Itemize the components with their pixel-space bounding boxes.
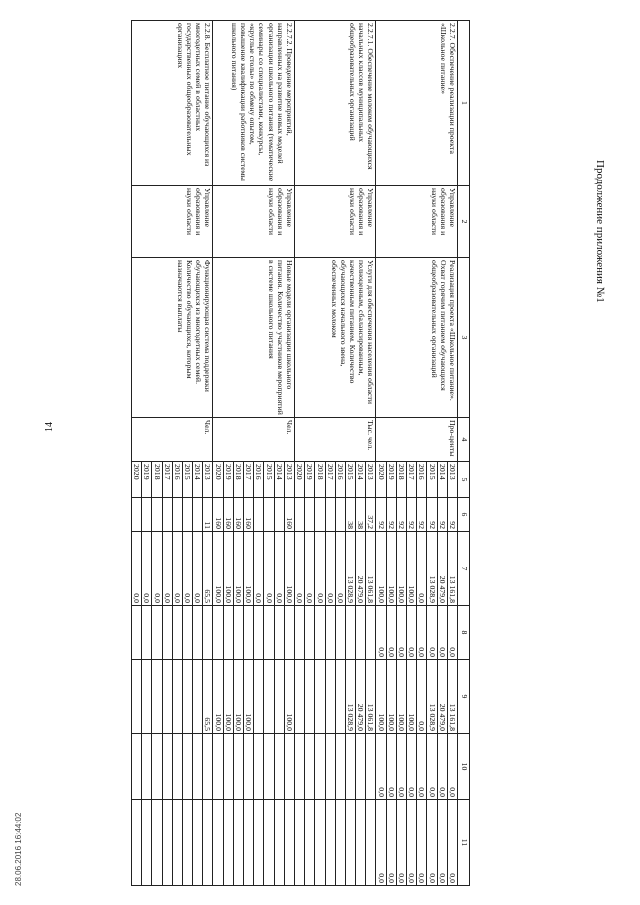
year-cell: 2013 <box>447 462 457 498</box>
value-cell <box>335 498 345 532</box>
value-cell: 0,0 <box>386 734 396 800</box>
value-cell: 0,0 <box>376 606 386 660</box>
value-cell: 0,0 <box>264 532 274 606</box>
value-cell <box>254 498 264 532</box>
value-cell <box>335 660 345 734</box>
value-cell <box>264 498 274 532</box>
value-cell <box>244 800 254 886</box>
value-cell: 20 479,0 <box>437 660 447 734</box>
value-cell <box>274 734 284 800</box>
value-cell <box>295 660 305 734</box>
col-header: 7 <box>458 532 470 606</box>
value-cell <box>182 498 192 532</box>
value-cell <box>162 498 172 532</box>
value-cell <box>172 660 182 734</box>
year-cell: 2016 <box>172 462 182 498</box>
value-cell: 100,0 <box>407 660 417 734</box>
value-cell <box>172 800 182 886</box>
year-cell: 2015 <box>264 462 274 498</box>
value-cell: 160 <box>223 498 233 532</box>
value-cell <box>305 660 315 734</box>
value-cell <box>213 800 223 886</box>
year-cell: 2019 <box>305 462 315 498</box>
value-cell: 0,0 <box>315 532 325 606</box>
value-cell: 0,0 <box>417 800 427 886</box>
year-cell: 2015 <box>182 462 192 498</box>
page-number: 14 <box>44 422 55 432</box>
block-c1-cell: 2.2.7.1. Обеспечение молоком обучающихся начальных классов муниципальных общеобразовательных организаций <box>295 21 377 186</box>
value-cell <box>223 800 233 886</box>
value-cell <box>233 734 243 800</box>
col-header: 1 <box>458 21 470 186</box>
value-cell: 0,0 <box>376 800 386 886</box>
value-cell: 160 <box>244 498 254 532</box>
value-cell: 0,0 <box>325 532 335 606</box>
value-cell: 13 061,8 <box>366 660 376 734</box>
block-c3-cell: Функционирующая система поддержки обучающихся из многодетных семей. Количество обучающихся, которым назначаются выплаты <box>132 258 214 418</box>
year-cell: 2014 <box>274 462 284 498</box>
value-cell <box>233 800 243 886</box>
col-header: 9 <box>458 660 470 734</box>
value-cell <box>142 498 152 532</box>
value-cell <box>284 606 294 660</box>
year-cell: 2017 <box>325 462 335 498</box>
value-cell: 0,0 <box>417 660 427 734</box>
value-cell: 13 028,9 <box>345 660 355 734</box>
value-cell: 0,0 <box>254 532 264 606</box>
value-cell <box>203 734 213 800</box>
table-row <box>284 21 294 886</box>
year-cell: 2015 <box>345 462 355 498</box>
value-cell: 0,0 <box>407 606 417 660</box>
value-cell: 0,0 <box>274 532 284 606</box>
block-c4-cell: Про-центы <box>376 418 458 462</box>
value-cell <box>132 498 142 532</box>
year-cell: 2014 <box>193 462 203 498</box>
value-cell <box>356 606 366 660</box>
value-cell <box>264 800 274 886</box>
value-cell: 0,0 <box>417 532 427 606</box>
year-cell: 2014 <box>356 462 366 498</box>
value-cell: 0,0 <box>172 532 182 606</box>
value-cell <box>274 606 284 660</box>
value-cell <box>132 606 142 660</box>
value-cell <box>366 606 376 660</box>
value-cell <box>335 800 345 886</box>
value-cell: 0,0 <box>437 734 447 800</box>
col-header: 11 <box>458 800 470 886</box>
value-cell: 92 <box>396 498 406 532</box>
value-cell <box>203 606 213 660</box>
year-cell: 2018 <box>233 462 243 498</box>
value-cell <box>315 800 325 886</box>
value-cell <box>325 734 335 800</box>
year-cell: 2016 <box>417 462 427 498</box>
value-cell <box>325 606 335 660</box>
value-cell: 13 028,9 <box>427 660 437 734</box>
value-cell <box>345 606 355 660</box>
value-cell <box>264 606 274 660</box>
value-cell: 100,0 <box>376 532 386 606</box>
col-header: 10 <box>458 734 470 800</box>
value-cell: 100,0 <box>223 532 233 606</box>
value-cell <box>213 734 223 800</box>
value-cell: 0,0 <box>305 532 315 606</box>
value-cell: 0,0 <box>335 532 345 606</box>
value-cell: 20 479,0 <box>356 660 366 734</box>
value-cell: 100,0 <box>244 660 254 734</box>
value-cell: 38 <box>345 498 355 532</box>
value-cell: 100,0 <box>284 660 294 734</box>
value-cell: 92 <box>447 498 457 532</box>
block-c2-cell: Управление образования и науки области <box>376 186 458 258</box>
col-header: 3 <box>458 258 470 418</box>
value-cell <box>172 606 182 660</box>
value-cell: 100,0 <box>386 532 396 606</box>
col-header: 6 <box>458 498 470 532</box>
year-cell: 2013 <box>366 462 376 498</box>
year-cell: 2017 <box>407 462 417 498</box>
value-cell <box>284 734 294 800</box>
value-cell: 92 <box>407 498 417 532</box>
value-cell <box>193 734 203 800</box>
value-cell <box>132 734 142 800</box>
value-cell: 0,0 <box>427 800 437 886</box>
year-cell: 2014 <box>437 462 447 498</box>
value-cell <box>295 800 305 886</box>
block-c1-cell: 2.2.8. Бесплатное питание обучающихся из многодетных семей в областных государственных общеобразовательных организациях <box>132 21 214 186</box>
value-cell <box>315 660 325 734</box>
value-cell <box>162 734 172 800</box>
value-cell <box>142 660 152 734</box>
year-cell: 2020 <box>295 462 305 498</box>
value-cell: 0,0 <box>447 734 457 800</box>
value-cell: 92 <box>437 498 447 532</box>
value-cell <box>274 800 284 886</box>
block-c1-cell: 2.2.7. Обеспечение реализации проекта «Школьное питание» <box>376 21 458 186</box>
value-cell <box>254 606 264 660</box>
value-cell: 100,0 <box>376 660 386 734</box>
value-cell <box>152 734 162 800</box>
block-c2-cell: Управление образования и науки области <box>213 186 295 258</box>
value-cell: 100,0 <box>213 660 223 734</box>
block-c4-cell: Тыс. чел. <box>295 418 377 462</box>
year-cell: 2017 <box>244 462 254 498</box>
value-cell <box>152 800 162 886</box>
value-cell: 100,0 <box>233 532 243 606</box>
value-cell <box>244 606 254 660</box>
value-cell: 0,0 <box>396 606 406 660</box>
value-cell <box>264 660 274 734</box>
value-cell <box>142 800 152 886</box>
program-table <box>131 20 470 886</box>
value-cell <box>142 606 152 660</box>
value-cell: 100,0 <box>386 660 396 734</box>
value-cell: 160 <box>284 498 294 532</box>
value-cell: 20 479,0 <box>437 532 447 606</box>
value-cell <box>335 734 345 800</box>
value-cell: 13 028,9 <box>427 532 437 606</box>
value-cell <box>315 606 325 660</box>
year-cell: 2019 <box>142 462 152 498</box>
value-cell: 13 161,8 <box>447 660 457 734</box>
value-cell: 0,0 <box>193 532 203 606</box>
value-cell <box>366 734 376 800</box>
value-cell: 11 <box>203 498 213 532</box>
value-cell <box>193 660 203 734</box>
value-cell: 0,0 <box>295 532 305 606</box>
value-cell: 0,0 <box>132 532 142 606</box>
value-cell: 100,0 <box>396 532 406 606</box>
year-cell: 2020 <box>132 462 142 498</box>
value-cell: 13 028,9 <box>345 532 355 606</box>
value-cell <box>305 734 315 800</box>
year-cell: 2020 <box>376 462 386 498</box>
value-cell: 0,0 <box>407 734 417 800</box>
year-cell: 2017 <box>162 462 172 498</box>
value-cell <box>305 498 315 532</box>
value-cell <box>305 606 315 660</box>
value-cell: 100,0 <box>407 532 417 606</box>
value-cell: 0,0 <box>162 532 172 606</box>
value-cell <box>335 606 345 660</box>
value-cell <box>366 800 376 886</box>
value-cell: 0,0 <box>407 800 417 886</box>
value-cell: 20 479,0 <box>356 532 366 606</box>
year-cell: 2015 <box>427 462 437 498</box>
value-cell <box>315 498 325 532</box>
value-cell: 0,0 <box>396 800 406 886</box>
value-cell <box>345 734 355 800</box>
col-header: 8 <box>458 606 470 660</box>
value-cell <box>172 734 182 800</box>
value-cell <box>274 660 284 734</box>
value-cell: 100,0 <box>213 532 223 606</box>
value-cell: 65,5 <box>203 532 213 606</box>
value-cell: 0,0 <box>142 532 152 606</box>
year-cell: 2020 <box>213 462 223 498</box>
value-cell <box>142 734 152 800</box>
value-cell: 0,0 <box>447 606 457 660</box>
value-cell <box>152 660 162 734</box>
value-cell: 92 <box>376 498 386 532</box>
value-cell <box>233 606 243 660</box>
continuation-title: Продолжение приложения №1 <box>594 160 606 303</box>
value-cell <box>152 606 162 660</box>
value-cell <box>264 734 274 800</box>
block-c4-cell: Чел. <box>213 418 295 462</box>
value-cell <box>223 734 233 800</box>
col-header: 4 <box>458 418 470 462</box>
value-cell: 0,0 <box>376 734 386 800</box>
value-cell <box>254 800 264 886</box>
value-cell <box>162 800 172 886</box>
value-cell: 0,0 <box>182 532 192 606</box>
col-header: 5 <box>458 462 470 498</box>
header-row <box>458 21 470 886</box>
value-cell <box>315 734 325 800</box>
value-cell <box>284 800 294 886</box>
value-cell: 37,2 <box>366 498 376 532</box>
value-cell: 0,0 <box>152 532 162 606</box>
value-cell: 0,0 <box>417 734 427 800</box>
value-cell <box>254 734 264 800</box>
table-row <box>203 21 213 886</box>
value-cell: 0,0 <box>386 606 396 660</box>
value-cell: 0,0 <box>417 606 427 660</box>
value-cell: 100,0 <box>284 532 294 606</box>
value-cell <box>162 660 172 734</box>
value-cell: 92 <box>386 498 396 532</box>
value-cell <box>193 800 203 886</box>
year-cell: 2013 <box>284 462 294 498</box>
value-cell <box>254 660 264 734</box>
value-cell <box>295 606 305 660</box>
value-cell: 92 <box>427 498 437 532</box>
value-cell <box>132 800 142 886</box>
value-cell: 0,0 <box>427 606 437 660</box>
value-cell <box>182 660 192 734</box>
value-cell: 13 161,8 <box>447 532 457 606</box>
value-cell <box>325 800 335 886</box>
value-cell <box>325 498 335 532</box>
value-cell <box>152 498 162 532</box>
block-c3-cell: Новые модели организации школьного питания. Количество участников мероприятий в системе школьного питания <box>213 258 295 418</box>
value-cell <box>356 734 366 800</box>
block-c2-cell: Управление образования и науки области <box>132 186 214 258</box>
value-cell <box>295 498 305 532</box>
value-cell: 0,0 <box>437 800 447 886</box>
value-cell <box>325 660 335 734</box>
value-cell <box>193 498 203 532</box>
value-cell: 0,0 <box>447 800 457 886</box>
block-c2-cell: Управление образования и науки области <box>295 186 377 258</box>
value-cell <box>244 734 254 800</box>
value-cell <box>305 800 315 886</box>
value-cell <box>213 606 223 660</box>
value-cell: 38 <box>356 498 366 532</box>
value-cell: 0,0 <box>396 734 406 800</box>
year-cell: 2018 <box>315 462 325 498</box>
value-cell: 100,0 <box>244 532 254 606</box>
value-cell <box>193 606 203 660</box>
value-cell: 160 <box>233 498 243 532</box>
value-cell: 100,0 <box>396 660 406 734</box>
value-cell <box>274 498 284 532</box>
value-cell <box>295 734 305 800</box>
table-row <box>447 21 457 886</box>
value-cell <box>162 606 172 660</box>
col-header: 2 <box>458 186 470 258</box>
value-cell: 100,0 <box>233 660 243 734</box>
year-cell: 2013 <box>203 462 213 498</box>
value-cell <box>172 498 182 532</box>
table-row <box>366 21 376 886</box>
value-cell: 100,0 <box>223 660 233 734</box>
value-cell: 0,0 <box>427 734 437 800</box>
value-cell <box>345 800 355 886</box>
year-cell: 2016 <box>335 462 345 498</box>
value-cell: 65,5 <box>203 660 213 734</box>
year-cell: 2018 <box>396 462 406 498</box>
block-c3-cell: Услуги для обеспечения населения области полноценным, сбалансированным, качественным питанием. Количество обучающихся начального звена, обеспеченных молоком <box>295 258 377 418</box>
block-c3-cell: Реализация проекта «Школьное питание». Охват горячим питанием обучающихся общеобразовательных организаций <box>376 258 458 418</box>
value-cell <box>356 800 366 886</box>
value-cell <box>182 734 192 800</box>
value-cell: 0,0 <box>386 800 396 886</box>
year-cell: 2019 <box>386 462 396 498</box>
value-cell: 160 <box>213 498 223 532</box>
rotated-table-container <box>60 20 470 885</box>
value-cell: 92 <box>417 498 427 532</box>
value-cell <box>182 800 192 886</box>
value-cell <box>203 800 213 886</box>
year-cell: 2019 <box>223 462 233 498</box>
year-cell: 2016 <box>254 462 264 498</box>
value-cell: 13 061,8 <box>366 532 376 606</box>
value-cell <box>223 606 233 660</box>
block-c1-cell: 2.2.7.2. Проведение мероприятий, направленных на развитие новых моделей организации школьного питания (тематические семинары со специалистами, конкурсы, «круглые столы» по обмену опытом, повышение квалификации работников системы школьного питания) <box>213 21 295 186</box>
year-cell: 2018 <box>152 462 162 498</box>
print-timestamp: 28.06.2016 16:44:02 <box>14 812 23 886</box>
block-c4-cell: Чел. <box>132 418 214 462</box>
value-cell: 0,0 <box>437 606 447 660</box>
value-cell <box>132 660 142 734</box>
value-cell <box>182 606 192 660</box>
